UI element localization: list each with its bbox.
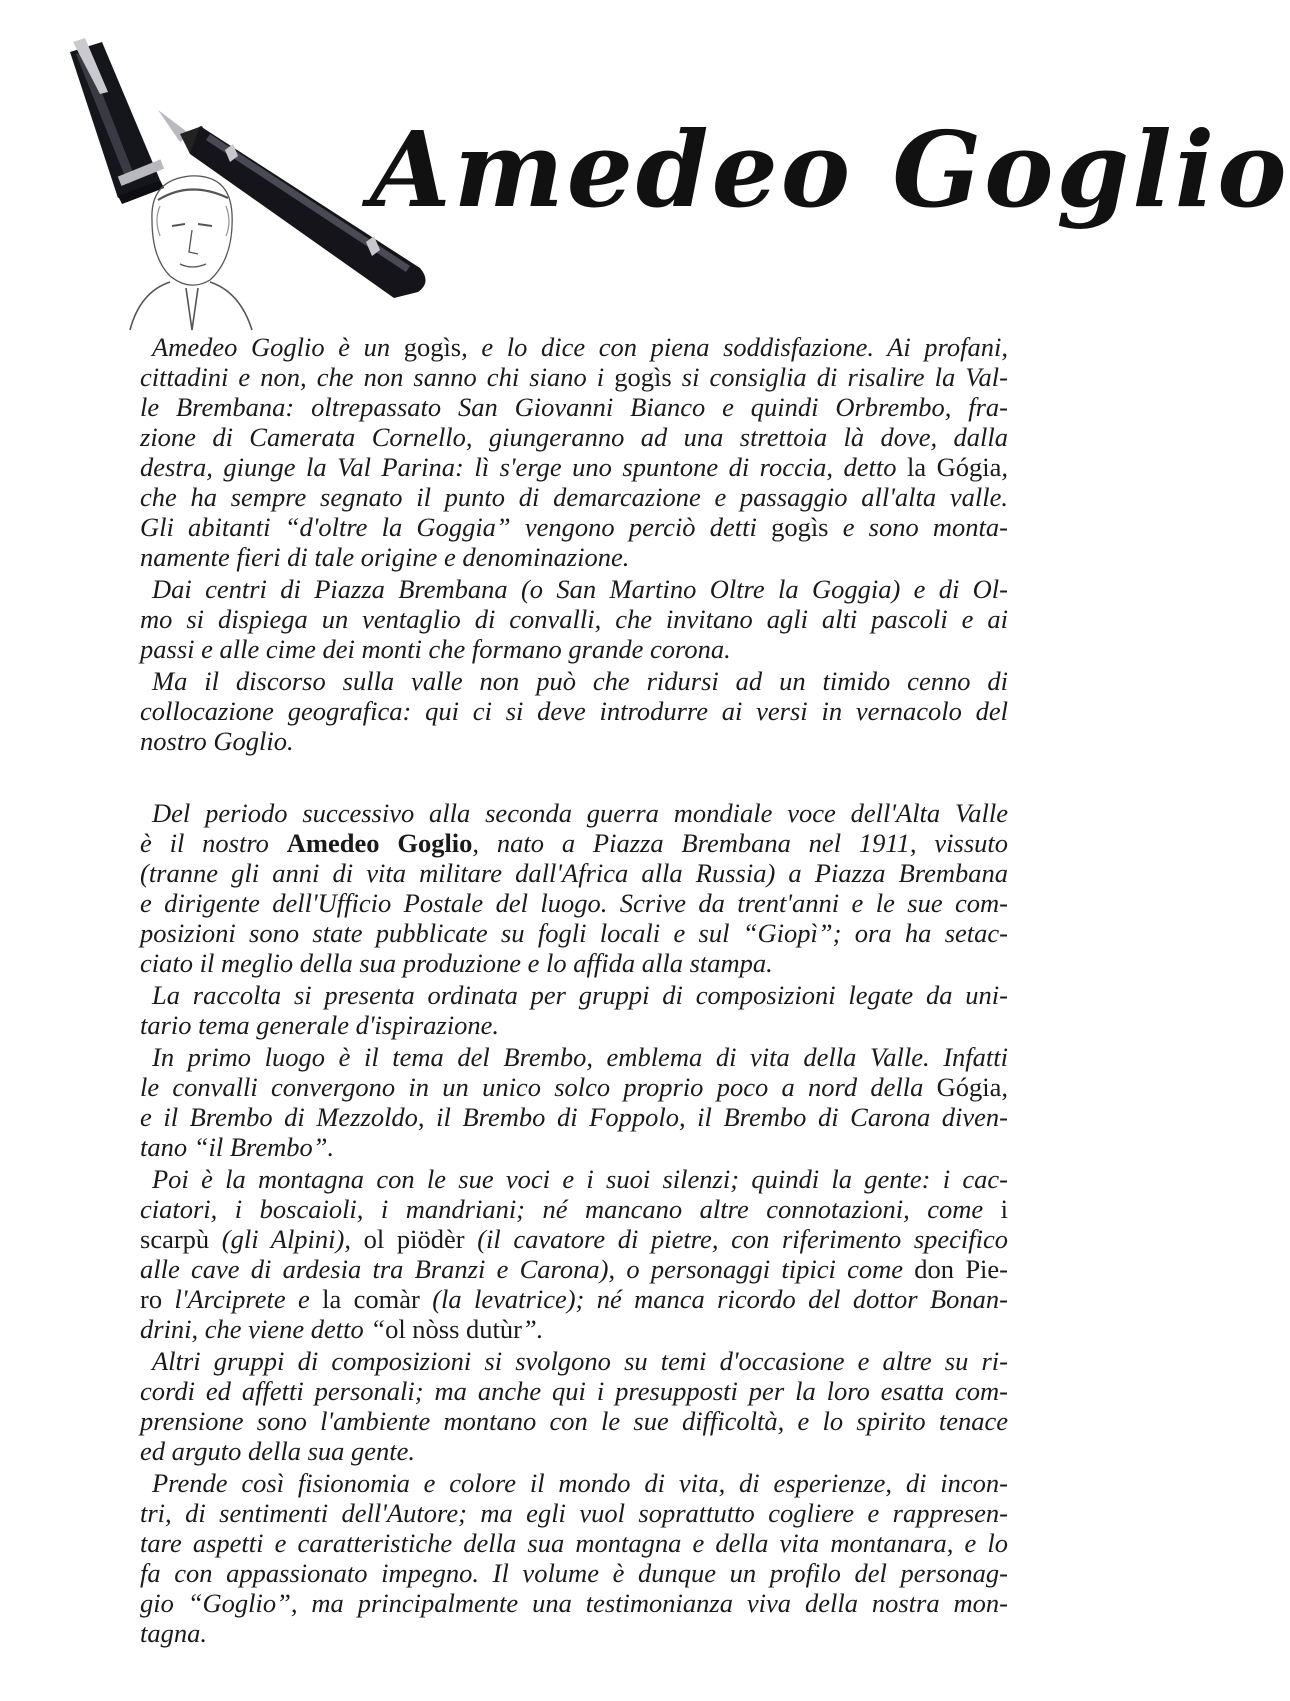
text-line (140, 696, 1008, 726)
text-run: gogìs (771, 512, 829, 542)
text-run: e il Brembo di Mezzoldo, il Brembo di Foppolo, il Brembo di Carona diven- (140, 1102, 1008, 1132)
paragraph (140, 1468, 1008, 1648)
text-line (140, 828, 1008, 858)
text-run: tano “il Brembo”. (140, 1132, 335, 1162)
text-run: le Brembana: oltrepassato San Giovanni Bianco e quindi Orbrembo, fra- (140, 392, 1008, 422)
text-run: e sono monta- (828, 512, 1008, 542)
text-run: namente fieri di tale origine e denominazione. (140, 542, 630, 572)
text-line (140, 1224, 1008, 1254)
author-name: Amedeo Goglio (286, 828, 473, 858)
text-line (140, 1314, 1008, 1344)
text-line (140, 1346, 1008, 1376)
paragraph (140, 1346, 1008, 1466)
text-line (140, 1468, 1008, 1498)
text-run: drini, che viene detto “ (140, 1314, 386, 1344)
text-line (140, 1436, 1008, 1466)
text-run: che ha sempre segnato il punto di demarcazione e passaggio all'alta valle. (140, 482, 1008, 512)
text-line (140, 980, 1008, 1010)
text-line (140, 1406, 1008, 1436)
text-line (140, 1102, 1008, 1132)
text-line (140, 542, 1008, 572)
text-run: Ma il discorso sulla valle non può che ridursi ad un timido cenno di (152, 666, 1008, 696)
text-run: , e lo dice con piena soddisfazione. Ai profani, (461, 332, 1008, 362)
text-run: gogìs (403, 332, 462, 362)
text-line (140, 452, 1008, 482)
text-run: , (1001, 452, 1008, 482)
pen-cap-icon (70, 38, 164, 204)
text-line (140, 1376, 1008, 1406)
text-run: ciatori, i boscaioli, i mandriani; né mancano altre connotazioni, come (140, 1194, 1001, 1224)
text-run: gio “Goglio”, ma principalmente una testimonianza viva della nostra mon- (140, 1588, 1008, 1618)
text-run: posizioni sono state pubblicate su fogli locali e sul “Giopì”; ora ha setac- (140, 918, 1008, 948)
text-line (140, 604, 1008, 634)
text-run: gogìs (614, 362, 672, 392)
text-line (140, 948, 1008, 978)
text-run: ciato il meglio della sua produzione e lo affida alla stampa. (140, 948, 773, 978)
text-run: nostro Goglio. (140, 726, 294, 756)
text-line (140, 574, 1008, 604)
text-line (140, 1254, 1008, 1284)
text-run: Del periodo successivo alla seconda guerra mondiale voce dell'Alta Valle (152, 798, 1008, 828)
text-run: Amedeo Goglio è un (152, 332, 404, 362)
text-line (140, 858, 1008, 888)
text-run: e dirigente dell'Ufficio Postale del luogo. Scrive da trent'anni e le sue com- (140, 888, 1008, 918)
text-run: Altri gruppi di composizioni si svolgono su temi d'occasione e altre su ri- (152, 1346, 1008, 1376)
text-line (140, 512, 1008, 542)
text-run: è il nostro (140, 828, 287, 858)
text-line (140, 1072, 1008, 1102)
text-line (140, 1558, 1008, 1588)
paragraph (140, 1042, 1008, 1162)
text-run: ed arguto della sua gente. (140, 1436, 416, 1466)
text-run: Gógia (936, 1072, 1002, 1102)
text-run: don Pie- (914, 1254, 1009, 1284)
text-run: (la levatrice); né manca ricordo del dottor Bonan- (419, 1284, 1009, 1314)
text-line (140, 918, 1008, 948)
text-run: Gli abitanti “d'oltre la Goggia” vengono perciò detti (140, 512, 772, 542)
text-line (140, 798, 1008, 828)
text-line (140, 1164, 1008, 1194)
text-run: (gli Alpini), (209, 1224, 364, 1254)
text-run: destra, giunge la Val Parina: lì s'erge uno spuntone di roccia, detto (140, 452, 907, 482)
paragraph (140, 798, 1008, 978)
paragraph (140, 332, 1008, 572)
portrait-sketch (130, 176, 252, 330)
text-run: (il cavatore di pietre, con riferimento specifico (464, 1224, 1009, 1254)
paragraph (140, 1164, 1008, 1344)
text-line (140, 1042, 1008, 1072)
text-line (140, 888, 1008, 918)
text-run: alle cave di ardesia tra Branzi e Carona), o personaggi tipici come (140, 1254, 915, 1284)
text-run: si consiglia di risalire la Val- (671, 362, 1008, 392)
text-run: Poi è la montagna con le sue voci e i suoi silenzi; quindi la gente: i cac- (152, 1164, 1008, 1194)
text-line (140, 666, 1008, 696)
text-line (140, 1528, 1008, 1558)
text-line (140, 332, 1008, 362)
text-run: cordi ed affetti personali; ma anche qui i presupposti per la loro esatta com- (140, 1376, 1008, 1406)
text-run: le convalli convergono in un unico solco proprio poco a nord della (140, 1072, 937, 1102)
text-line (140, 1284, 1008, 1314)
text-run: , nato a Piazza Brembana nel 1911, vissuto (472, 828, 1009, 858)
text-line (140, 1132, 1008, 1162)
text-run: , (1001, 1072, 1008, 1102)
text-run: l'Arciprete e (162, 1284, 323, 1314)
text-run: cittadini e non, che non sanno chi siano i (140, 362, 615, 392)
text-line (140, 392, 1008, 422)
paragraph (140, 574, 1008, 664)
text-line (140, 482, 1008, 512)
text-run: La raccolta si presenta ordinata per gruppi di composizioni legate da uni- (152, 980, 1008, 1010)
text-line (140, 1498, 1008, 1528)
text-run: In primo luogo è il tema del Brembo, emblema di vita della Valle. Infatti (152, 1042, 1008, 1072)
text-run: ol nòss dutùr (385, 1314, 522, 1344)
text-run: ”. (522, 1314, 544, 1344)
text-run: tri, di sentimenti dell'Autore; ma egli vuol soprattutto cogliere e rappresen- (140, 1498, 1008, 1528)
biography-section (140, 798, 1008, 1648)
text-run: mo si dispiega un ventaglio di convalli, che invitano agli alti pascoli e ai (140, 604, 1008, 634)
text-line (140, 1010, 1008, 1040)
text-run: Dai centri di Piazza Brembana (o San Martino Oltre la Goggia) e di Ol- (152, 574, 1008, 604)
text-run: tare aspetti e caratteristiche della sua montagna e della vita montanara, e lo (140, 1528, 1008, 1558)
text-line (140, 634, 1008, 664)
text-line (140, 1588, 1008, 1618)
text-run: ro (140, 1284, 163, 1314)
text-line (140, 726, 1008, 756)
text-line (140, 422, 1008, 452)
text-run: scarpù (140, 1224, 210, 1254)
paragraph (140, 666, 1008, 756)
text-run: (tranne gli anni di vita militare dall'Africa alla Russia) a Piazza Brembana (140, 858, 1008, 888)
text-run: passi e alle cime dei monti che formano grande corona. (140, 634, 731, 664)
text-run: prensione sono l'ambiente montano con le sue difficoltà, e lo spirito tenace (140, 1406, 1008, 1436)
text-line (140, 1194, 1008, 1224)
text-run: la comàr (322, 1284, 420, 1314)
text-run: tagna. (140, 1618, 207, 1648)
text-run: zione di Camerata Cornello, giungeranno ad una strettoia là dove, dalla (140, 422, 1008, 452)
text-line (140, 1618, 1008, 1648)
text-line (140, 362, 1008, 392)
text-run: i (1000, 1194, 1008, 1224)
page-title: Amedeo Goglio (370, 108, 1290, 231)
text-run: ol piödèr (363, 1224, 465, 1254)
paragraph (140, 980, 1008, 1040)
text-run: collocazione geografica: qui ci si deve introdurre ai versi in vernacolo del (140, 696, 1008, 726)
text-run: fa con appassionato impegno. Il volume è dunque un profilo del personag- (140, 1558, 1008, 1588)
text-run: tario tema generale d'ispirazione. (140, 1010, 499, 1040)
text-run: Prende così fisionomia e colore il mondo di vita, di esperienze, di incon- (152, 1468, 1008, 1498)
intro-section (140, 332, 1008, 756)
text-run: la Gógia (906, 452, 1002, 482)
